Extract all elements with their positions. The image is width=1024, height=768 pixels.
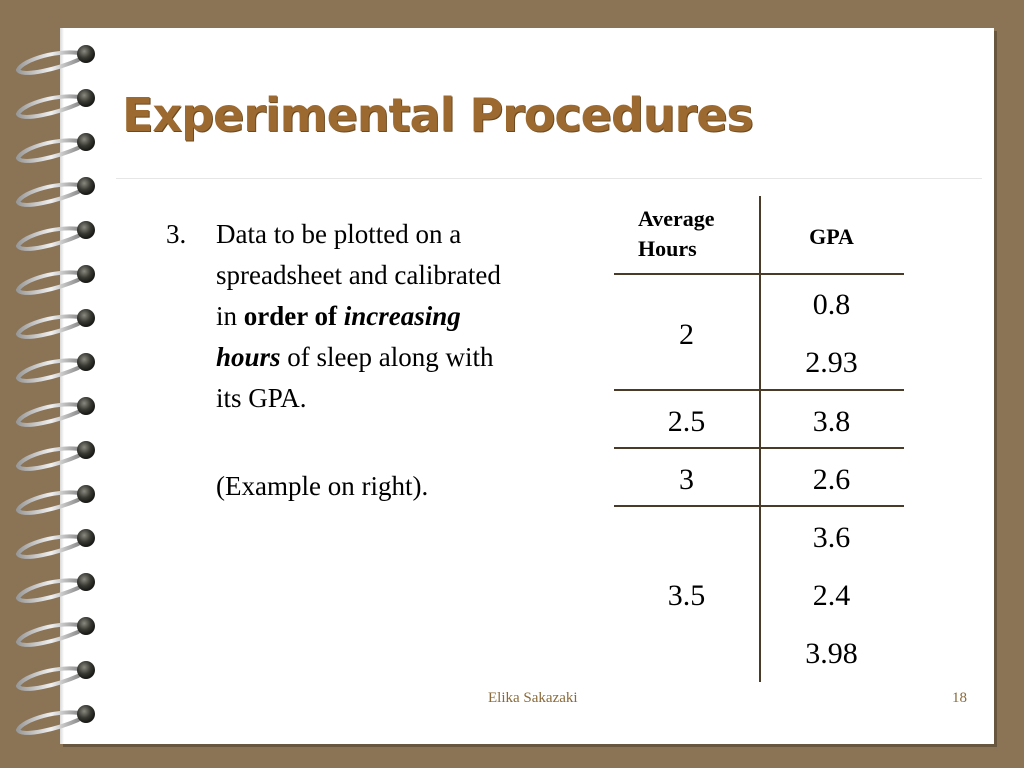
- ring-wire: [18, 140, 84, 161]
- table-row-rule: [614, 447, 904, 449]
- ring-hole: [77, 573, 95, 591]
- ring-wire: [18, 492, 84, 513]
- spiral-binding-icon: [0, 0, 110, 768]
- ring-wire: [18, 448, 84, 469]
- ring-hole: [77, 529, 95, 547]
- ring-wire: [18, 184, 84, 205]
- table-cell-hours: 2.5: [667, 405, 706, 438]
- table-row-rule: [614, 389, 904, 391]
- ring-hole: [77, 309, 95, 327]
- table-cell-hours: 2: [679, 318, 694, 351]
- item-text-part-1: Data to be plotted on a spreadsheet and calibrated in: [216, 219, 501, 331]
- table-cell-hours: 3: [679, 463, 694, 496]
- ring-hole: [77, 265, 95, 283]
- table-cell-gpa: 2.6: [812, 463, 851, 496]
- item-text: [216, 214, 516, 419]
- item-text-bold-italic: increasing hours: [216, 301, 461, 372]
- ring-wire: [18, 404, 84, 425]
- table-header-hours: Average Hours: [638, 206, 715, 261]
- ring-wire: [18, 580, 84, 601]
- ring-hole: [77, 45, 95, 63]
- footer-page-number: 18: [952, 690, 967, 706]
- slide-title: Experimental Procedures: [122, 88, 753, 142]
- footer-author: Elika Sakazaki: [488, 690, 578, 706]
- ring-wire: [18, 536, 84, 557]
- ring-hole: [77, 485, 95, 503]
- ring-hole: [77, 89, 95, 107]
- table-cell-gpa: 3.6: [812, 521, 851, 554]
- ring-wire: [18, 712, 84, 733]
- ring-hole: [77, 221, 95, 239]
- ring-hole: [77, 133, 95, 151]
- ring-hole: [77, 397, 95, 415]
- item-text-bold: order of: [243, 301, 344, 331]
- table-cell-hours: 3.5: [667, 579, 706, 612]
- ring-hole: [77, 617, 95, 635]
- table-cell-gpa: 0.8: [812, 288, 851, 321]
- ring-wire: [18, 668, 84, 689]
- table-header-gpa: GPA: [809, 224, 854, 249]
- table-cell-gpa: 3.98: [805, 637, 858, 670]
- ring-hole: [77, 661, 95, 679]
- ring-wire: [18, 272, 84, 293]
- ring-hole: [77, 441, 95, 459]
- ring-wire: [18, 624, 84, 645]
- ring-hole: [77, 177, 95, 195]
- ring-hole: [77, 353, 95, 371]
- ring-wire: [18, 360, 84, 381]
- table-header-rule: [614, 273, 904, 275]
- ring-wire: [18, 316, 84, 337]
- ring-wire: [18, 96, 84, 117]
- ring-wire: [18, 52, 84, 73]
- title-divider: [116, 178, 982, 179]
- ring-hole: [77, 705, 95, 723]
- table-row-rule: [614, 505, 904, 507]
- table-cell-gpa: 2.4: [812, 579, 851, 612]
- example-note: (Example on right).: [216, 471, 429, 501]
- item-text-part-2: of sleep along with its GPA.: [216, 342, 494, 413]
- data-table: [614, 196, 904, 682]
- table-cell-gpa: 3.8: [812, 405, 851, 438]
- table-cell-gpa: 2.93: [805, 346, 858, 379]
- item-number: 3.: [166, 219, 187, 249]
- ring-wire: [18, 228, 84, 249]
